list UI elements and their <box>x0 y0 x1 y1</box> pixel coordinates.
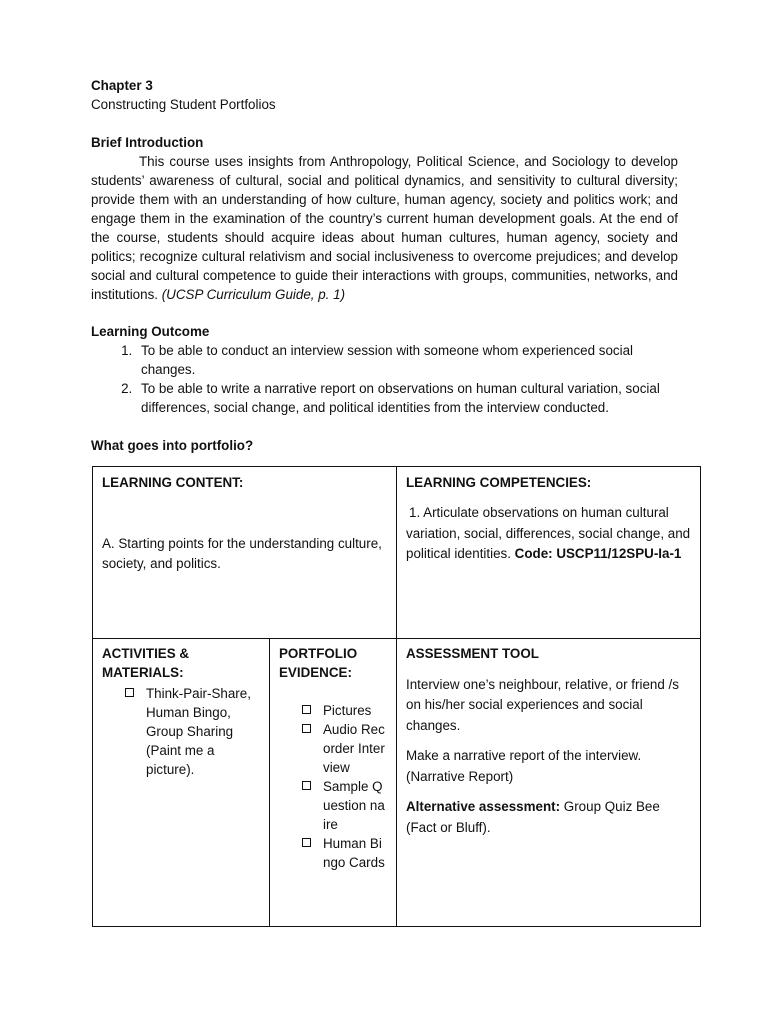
intro-heading: Brief Introduction <box>91 135 204 150</box>
checkbox-icon <box>302 781 311 790</box>
learning-competencies-header: LEARNING COMPETENCIES: <box>406 475 592 490</box>
assessment-header: ASSESSMENT TOOL <box>406 646 539 661</box>
evidence-item: Human Bingo Cards <box>299 834 387 872</box>
checkbox-icon <box>302 724 311 733</box>
checkbox-icon <box>125 688 134 697</box>
outcomes-list <box>91 341 681 417</box>
portfolio-heading: What goes into portfolio? <box>91 438 254 453</box>
activities-header: ACTIVITIES & MATERIALS: <box>102 646 190 680</box>
outcome-item-1: 1. To be able to conduct an interview session with someone whom experienced social changes. <box>136 341 681 379</box>
intro-paragraph <box>91 152 678 304</box>
learning-competencies-text <box>406 503 691 565</box>
outcome-item-2: 2. To be able to write a narrative report on observations on human cultural variation, social differences, social change, and political identities from the interview conducted. <box>136 379 681 417</box>
chapter-label: Chapter 3 <box>91 78 153 93</box>
intro-body: This course uses insights from Anthropology, Political Science, and Sociology to develop students’ awareness of cultural, social and political dynamics, and sensitivity to cultural diversity; provide them with an understanding of how culture, human agency, society and politics work; and engage them in the examination of the country’s current human development goals. At the end of the course, students should acquire ideas about human cultures, human agency, society and politics; recognize cultural relativism and social inclusiveness to overcome prejudices; and develop social and cultural competence to guide their interactions with groups, communities, networks, and institutions. <box>91 154 678 302</box>
alternative-assessment-label: Alternative assessment: <box>406 799 561 814</box>
assessment-cell <box>396 638 701 927</box>
assessment-paragraph-2: Make a narrative report of the interview. (Narrative Report) <box>406 748 642 784</box>
learning-content-body: A. Starting points for the understanding culture, society, and politics. <box>102 536 382 571</box>
learning-content-header: LEARNING CONTENT: <box>102 475 244 490</box>
chapter-title: Constructing Student Portfolios <box>91 97 276 112</box>
evidence-list <box>299 701 387 872</box>
activities-cell <box>92 638 270 927</box>
alternative-assessment-text: Group Quiz Bee (Fact or Bluff). <box>406 799 660 835</box>
checkbox-icon <box>302 838 311 847</box>
outcomes-heading: Learning Outcome <box>91 324 210 339</box>
alternative-assessment <box>406 797 691 838</box>
checkbox-icon <box>302 705 311 714</box>
activity-item: Think-Pair-Share, Human Bingo, Group Sharing (Paint me a picture). <box>122 684 260 779</box>
assessment-paragraph-1: Interview one’s neighbour, relative, or friend /s on his/her social experiences and social changes. <box>406 676 679 733</box>
learning-competencies-body: 1. Articulate observations on human cultural variation, social, differences, social change, and political identities. <box>406 505 691 561</box>
evidence-item: Audio Recorder Interview <box>299 720 387 777</box>
activities-list <box>122 684 260 779</box>
learning-competencies-cell <box>396 466 701 639</box>
intro-citation: (UCSP Curriculum Guide, p. 1) <box>161 287 346 302</box>
learning-content-cell <box>92 466 397 639</box>
portfolio-evidence-cell <box>269 638 397 927</box>
portfolio-evidence-header: PORTFOLIO EVIDENCE: <box>279 646 358 680</box>
evidence-item: Sample Question naire <box>299 777 387 834</box>
competency-code: Code: USCP11/12SPU-Ia-1 <box>514 546 682 561</box>
evidence-item: Pictures <box>299 701 387 720</box>
